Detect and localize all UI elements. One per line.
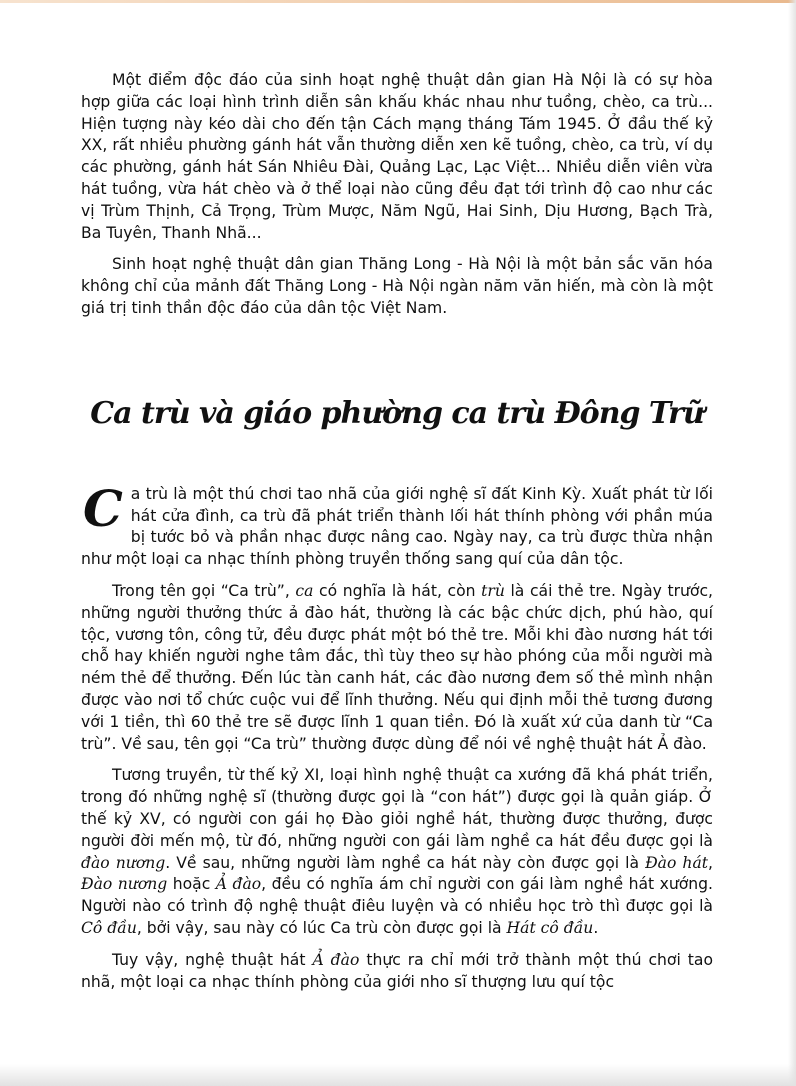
drop-cap-letter: C [83,478,123,538]
text-run: , bởi vậy, sau này có lúc Ca trù còn được gọi là [136,918,507,937]
text-run: . Về sau, những người làm nghề ca hát này còn được gọi là [165,853,646,872]
italic-term: đào nương [81,853,166,872]
section-spacer [81,330,713,394]
section-heading: Ca trù và giáo phường ca trù Đông Trữ [90,395,704,431]
intro-paragraph-1: Một điểm độc đáo của sinh hoạt nghệ thuật dân gian Hà Nội là có sự hòa hợp giữa các loại hình trình diễn sân khấu khác nhau như tuồng, chèo, ca trù... Hiện tượng này kéo dài cho đến tận Cách mạng tháng Tám 1945. Ở đầu thế kỷ XX, rất nhiều phường gánh hát vẫn thường diễn xen kẽ tuồng, chèo, ca trù, ví dụ các phường, gánh hát Sán Nhiêu Đài, Quảng Lạc, Lạc Việt... Nhiều diễn viên vừa hát tuồng, vừa hát chèo và ở thể loại nào cũng đều đạt tới trình độ cao như các vị Trùm Thịnh, Cả Trọng, Trùm Mược, Năm Ngũ, Hai Sinh, Dịu Hương, Bạch Trà, Ba Tuyên, Thanh Nhã... [81,71,713,242]
heading-spacer [81,446,713,484]
italic-term: ca [295,581,314,600]
italic-term: Cô đầu [81,918,137,937]
intro-paragraph-2: Sinh hoạt nghệ thuật dân gian Thăng Long - Hà Nội là một bản sắc văn hóa không chỉ của mảnh đất Thăng Long - Hà Nội ngàn năm văn hiến, mà còn là một giá trị tinh thần độc đáo của dân tộc Việt Nam. [81,255,713,317]
text-run: . [593,918,599,937]
italic-term: Đào hát [645,853,709,872]
page-bottom-shadow [0,1064,796,1086]
page-right-shadow [788,0,796,1086]
text-run: Tương truyền, từ thế kỷ XI, loại hình nghệ thuật ca xướng đã khá phát triển, trong đó những nghệ sĩ (thường được gọi là “con hát”) được gọi là quản giáp. Ở thế kỷ XV, có người con gái họ Đào giỏi nghề hát, thường được thưởng, được người đời mến mộ, từ đó, những người con gái làm nghề ca hát đều được gọi là [81,766,713,850]
section-paragraph-2 [81,581,713,755]
section-paragraph-3 [81,765,713,939]
italic-term: Ả đào [215,875,262,894]
text-run: là cái thẻ tre. Ngày trước, những người thưởng thức ả đào hát, thường là các bậc chức dịch, phú hào, quí tộc, vương tôn, công tử, đều được phát một bó thẻ tre. Mỗi khi đào nương hát tới chỗ hay khiến người nghe tâm đắc, thì tùy theo sự hào phóng của mỗi người mà ném thẻ để thưởng. Đến lúc tàn canh hát, các đào nương đem số thẻ mình nhận được vào nơi tổ chức cuộc vui để lĩnh thưởng. Nếu qui định mỗi thẻ tương đương với 1 tiền, thì 60 thẻ tre sẽ được lĩnh 1 quan tiền. Đó là xuất xứ của danh từ “Ca trù”. Về sau, tên gọi “Ca trù” thường được dùng để nói về nghệ thuật hát Ả đào. [81,581,713,753]
section-paragraph-4 [81,950,713,994]
text-run: hoặc [167,875,216,894]
italic-term: Đào nương [81,875,168,894]
text-run: Trong tên gọi “Ca trù”, [112,581,296,600]
italic-term: Ả đào [312,950,360,969]
section-paragraph-1-text: a trù là một thú chơi tao nhã của giới nghệ sĩ đất Kinh Kỳ. Xuất phát từ lối hát cửa đình, ca trù đã phát triển thành lối hát thính phòng với phần múa bị tước bỏ và phần nhạc được nâng cao. Ngày nay, ca trù được thừa nhận như một loại ca nhạc thính phòng truyền thống sang quí của dân tộc. [81,484,713,569]
text-run: có nghĩa là hát, còn [313,581,482,600]
book-page [81,70,713,1003]
text-run: Tuy vậy, nghệ thuật hát [112,950,313,969]
page-top-edge [0,0,796,3]
text-run: , đều có nghĩa ám chỉ người con gái làm nghề hát xướng. Người nào có trình độ nghệ thuật điêu luyện và có nhiều học trò thì được gọi là [81,875,714,916]
section-paragraph-1 [81,478,713,571]
text-run: thực ra chỉ mới trở thành một thú chơi tao nhã, một loại ca nhạc thính phòng của giới nho sĩ thượng lưu quí tộc [81,950,713,991]
italic-term: Hát cô đầu [506,918,594,937]
italic-term: trù [481,581,505,600]
text-run: , [708,853,714,872]
